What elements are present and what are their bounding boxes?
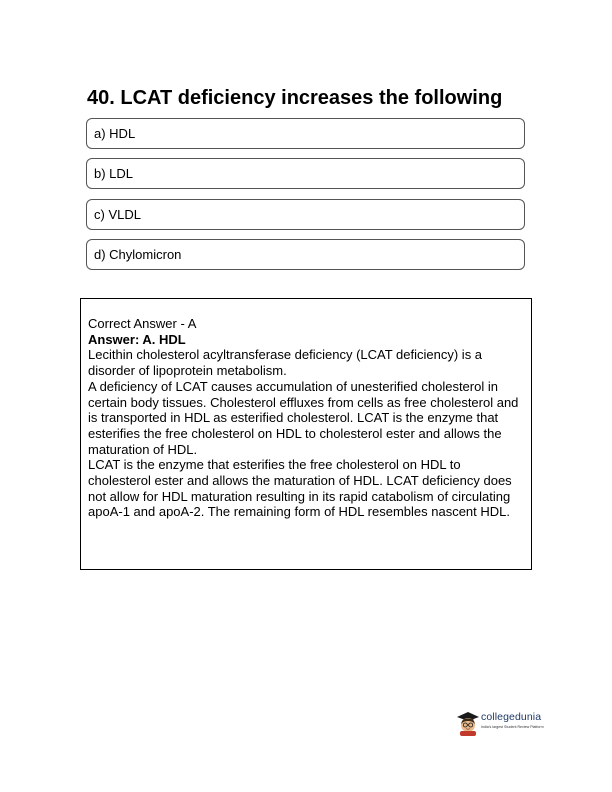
explanation-paragraph-1: Lecithin cholesterol acyltransferase deficiency (LCAT deficiency) is a disorder of lipoprotein metabolism. xyxy=(88,347,483,379)
option-d[interactable] xyxy=(86,239,525,270)
graduate-mascot-icon xyxy=(456,710,480,736)
option-a-label: a) HDL xyxy=(94,126,136,141)
option-b[interactable] xyxy=(86,158,525,189)
explanation-paragraph-2: A deficiency of LCAT causes accumulation of unesterified cholesterol in certain body tissues. Cholesterol effluxes from cells as free cholesterol and is transported in HDL as esterified cholesterol. LCAT is the enzyme that esterifies the free cholesterol on HDL to cholesterol ester and allows the maturation of HDL. xyxy=(88,378,519,457)
answer-heading: Answer: A. HDL xyxy=(88,331,186,347)
answer-explanation-box xyxy=(80,298,532,570)
option-d-label: d) Chylomicron xyxy=(94,247,182,262)
brand-footer xyxy=(456,708,560,738)
brand-name: collegedunia xyxy=(481,711,542,723)
option-a[interactable] xyxy=(86,118,525,149)
explanation-paragraph-3: LCAT is the enzyme that esterifies the free cholesterol on HDL to cholesterol ester and allows the maturation of HDL. LCAT deficiency does not allow for HDL maturation resulting in its rapid catabolism of circulating apoA-1 and apoA-2. The remaining form of HDL resembles nascent HDL. xyxy=(88,457,512,520)
option-c[interactable] xyxy=(86,199,525,230)
option-c-label: c) VLDL xyxy=(94,207,141,222)
correct-answer-line: Correct Answer - A xyxy=(88,316,197,331)
question-title: 40. LCAT deficiency increases the following xyxy=(87,87,503,109)
brand-tagline: India's largest Student Review Platform xyxy=(481,725,544,729)
option-b-label: b) LDL xyxy=(94,166,134,181)
